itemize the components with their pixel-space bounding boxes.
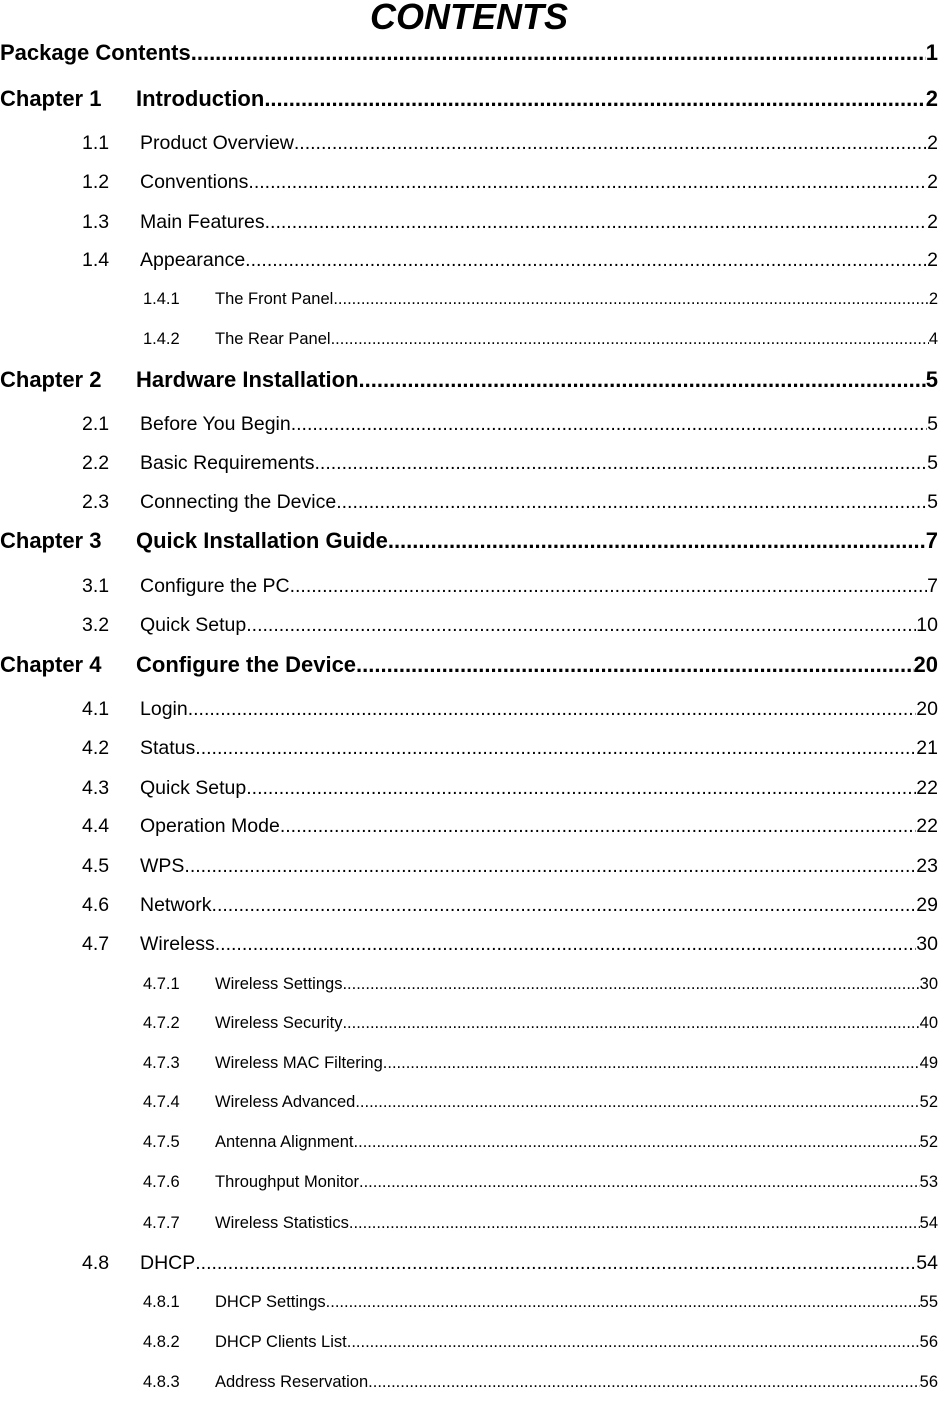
toc-entry-number: 1.4.2 bbox=[143, 330, 180, 348]
toc-entry-label: The Front Panel bbox=[215, 290, 334, 308]
toc-entry-label: Conventions bbox=[140, 171, 249, 193]
toc-dot-leader bbox=[215, 930, 917, 958]
toc-dot-leader bbox=[264, 84, 925, 114]
toc-entry-number: Chapter 4 bbox=[0, 652, 102, 677]
toc-entry-label: Wireless MAC Filtering bbox=[215, 1054, 383, 1072]
toc-entry-page-number: 30 bbox=[916, 933, 938, 955]
toc-entry-label: Introduction bbox=[136, 86, 265, 111]
toc-entry-page-number: 29 bbox=[916, 894, 938, 916]
toc-entry-page-number: 5 bbox=[925, 367, 938, 392]
toc-entry-page-number: 7 bbox=[925, 528, 938, 553]
toc-entry[interactable] bbox=[0, 38, 938, 68]
toc-entry-label: Network bbox=[140, 894, 212, 916]
toc-entry-page-number: 23 bbox=[916, 855, 938, 877]
toc-entry[interactable] bbox=[82, 774, 938, 802]
toc-dot-leader bbox=[188, 695, 917, 723]
toc-entry-number: 1.2 bbox=[82, 171, 110, 193]
toc-dot-leader bbox=[336, 488, 927, 516]
toc-dot-leader bbox=[294, 129, 927, 157]
toc-dot-leader bbox=[184, 852, 916, 880]
toc-entry-number: 4.7.6 bbox=[143, 1173, 180, 1191]
toc-entry[interactable] bbox=[143, 972, 938, 996]
toc-entry[interactable] bbox=[0, 365, 938, 395]
toc-entry-number: 4.2 bbox=[82, 737, 110, 759]
toc-dot-leader bbox=[331, 327, 929, 351]
toc-entry-page-number: 2 bbox=[928, 290, 938, 308]
toc-entry-page-number: 22 bbox=[916, 777, 938, 799]
toc-entry-page-number: 30 bbox=[919, 975, 938, 993]
toc-entry-label: Status bbox=[140, 737, 196, 759]
toc-entry-number: 4.7.2 bbox=[143, 1014, 180, 1032]
toc-entry-number: Chapter 3 bbox=[0, 528, 102, 553]
toc-entry-page-number: 2 bbox=[927, 132, 938, 154]
toc-dot-leader bbox=[359, 365, 926, 395]
toc-entry-number: 4.7.1 bbox=[143, 975, 180, 993]
toc-entry-label: Address Reservation bbox=[215, 1373, 369, 1391]
toc-dot-leader bbox=[291, 410, 927, 438]
toc-entry-page-number: 40 bbox=[919, 1014, 938, 1032]
toc-entry[interactable] bbox=[143, 1290, 938, 1314]
toc-dot-leader bbox=[315, 449, 928, 477]
toc-entry[interactable] bbox=[82, 734, 938, 762]
toc-entry[interactable] bbox=[82, 129, 938, 157]
toc-dot-leader bbox=[246, 774, 916, 802]
toc-entry-label: Quick Setup bbox=[140, 777, 247, 799]
toc-entry-page-number: 55 bbox=[919, 1293, 938, 1311]
toc-dot-leader bbox=[195, 734, 916, 762]
toc-entry-label: Package Contents bbox=[0, 40, 191, 65]
toc-entry-number: 4.7.3 bbox=[143, 1054, 180, 1072]
page-title: CONTENTS bbox=[370, 0, 568, 37]
toc-entry[interactable] bbox=[82, 168, 938, 196]
toc-entry-page-number: 49 bbox=[919, 1054, 938, 1072]
toc-entry-page-number: 56 bbox=[919, 1333, 938, 1351]
toc-entry-number: 3.1 bbox=[82, 575, 110, 597]
toc-entry-page-number: 54 bbox=[919, 1214, 938, 1232]
toc-entry-page-number: 1 bbox=[925, 40, 938, 65]
toc-dot-leader bbox=[359, 1170, 920, 1194]
toc-entry-number: 2.2 bbox=[82, 452, 110, 474]
toc-entry-number: 4.7.5 bbox=[143, 1133, 180, 1151]
toc-entry-number: 2.1 bbox=[82, 413, 110, 435]
toc-entry-number: Chapter 2 bbox=[0, 367, 102, 392]
toc-entry-number: Chapter 1 bbox=[0, 86, 102, 111]
toc-dot-leader bbox=[356, 650, 913, 680]
toc-entry-page-number: 5 bbox=[927, 491, 938, 513]
toc-entry-page-number: 21 bbox=[916, 737, 938, 759]
toc-entry[interactable] bbox=[82, 572, 938, 600]
toc-entry[interactable] bbox=[143, 1051, 938, 1075]
toc-entry-label: Quick Setup bbox=[140, 614, 247, 636]
toc-entry-label: DHCP bbox=[140, 1252, 196, 1274]
toc-entry-number: 3.2 bbox=[82, 614, 110, 636]
toc-dot-leader bbox=[388, 526, 926, 556]
toc-entry-label: DHCP Clients List bbox=[215, 1333, 347, 1351]
toc-entry-page-number: 2 bbox=[927, 211, 938, 233]
toc-entry[interactable] bbox=[82, 812, 938, 840]
toc-entry[interactable] bbox=[82, 852, 938, 880]
toc-entry-page-number: 2 bbox=[925, 86, 938, 111]
toc-entry-page-number: 2 bbox=[927, 249, 938, 271]
toc-entry-number: 2.3 bbox=[82, 491, 110, 513]
toc-entry-page-number: 20 bbox=[916, 698, 938, 720]
toc-dot-leader bbox=[191, 38, 926, 68]
toc-entry-label: Antenna Alignment bbox=[215, 1133, 354, 1151]
toc-entry[interactable] bbox=[82, 695, 938, 723]
toc-entry[interactable] bbox=[143, 1011, 938, 1035]
toc-dot-leader bbox=[355, 1090, 919, 1114]
toc-dot-leader bbox=[326, 1290, 920, 1314]
toc-entry[interactable] bbox=[82, 449, 938, 477]
toc-dot-leader bbox=[265, 208, 928, 236]
toc-dot-leader bbox=[212, 891, 917, 919]
toc-entry[interactable] bbox=[82, 611, 938, 639]
toc-dot-leader bbox=[280, 812, 916, 840]
toc-entry-number: 1.1 bbox=[82, 132, 110, 154]
toc-entry-number: 1.4.1 bbox=[143, 290, 180, 308]
toc-dot-leader bbox=[290, 572, 928, 600]
toc-entry[interactable] bbox=[82, 246, 938, 274]
toc-entry[interactable] bbox=[82, 488, 938, 516]
toc-entry-page-number: 7 bbox=[927, 575, 938, 597]
toc-entry-number: 4.7.4 bbox=[143, 1093, 180, 1111]
toc-entry[interactable] bbox=[82, 208, 938, 236]
toc-entry-label: Throughput Monitor bbox=[215, 1173, 359, 1191]
toc-dot-leader bbox=[342, 1011, 919, 1035]
toc-entry-label: Operation Mode bbox=[140, 815, 280, 837]
toc-entry-label: Before You Begin bbox=[140, 413, 291, 435]
toc-entry-number: 4.8.1 bbox=[143, 1293, 180, 1311]
toc-dot-leader bbox=[195, 1249, 916, 1277]
toc-entry-page-number: 5 bbox=[927, 452, 938, 474]
toc-entry-page-number: 4 bbox=[928, 330, 938, 348]
toc-entry-label: Wireless Advanced bbox=[215, 1093, 356, 1111]
toc-dot-leader bbox=[333, 287, 929, 311]
toc-entry-page-number: 2 bbox=[927, 171, 938, 193]
toc-entry-page-number: 52 bbox=[919, 1093, 938, 1111]
toc-entry-label: Connecting the Device bbox=[140, 491, 337, 513]
toc-entry-label: The Rear Panel bbox=[215, 330, 331, 348]
toc-entry-number: 4.4 bbox=[82, 815, 110, 837]
toc-entry[interactable] bbox=[0, 526, 938, 556]
toc-entry[interactable] bbox=[143, 1330, 938, 1354]
toc-entry-label: Wireless Settings bbox=[215, 975, 343, 993]
toc-dot-leader bbox=[246, 611, 916, 639]
toc-dot-leader bbox=[349, 1211, 920, 1235]
toc-entry-label: Appearance bbox=[140, 249, 246, 271]
toc-entry[interactable] bbox=[143, 1090, 938, 1114]
toc-dot-leader bbox=[248, 168, 927, 196]
toc-entry[interactable] bbox=[143, 287, 938, 311]
toc-entry[interactable] bbox=[143, 1170, 938, 1194]
toc-entry[interactable] bbox=[82, 1249, 938, 1277]
toc-entry-page-number: 22 bbox=[916, 815, 938, 837]
toc-dot-leader bbox=[342, 972, 919, 996]
toc-entry-label: Main Features bbox=[140, 211, 265, 233]
toc-entry-label: Hardware Installation bbox=[136, 367, 359, 392]
toc-entry-label: Wireless Security bbox=[215, 1014, 343, 1032]
toc-entry-number: 4.1 bbox=[82, 698, 110, 720]
toc-entry[interactable] bbox=[143, 327, 938, 351]
toc-entry-page-number: 53 bbox=[919, 1173, 938, 1191]
toc-entry-number: 1.3 bbox=[82, 211, 110, 233]
toc-entry-label: DHCP Settings bbox=[215, 1293, 326, 1311]
toc-entry-label: Product Overview bbox=[140, 132, 294, 154]
toc-entry-label: Configure the Device bbox=[136, 652, 357, 677]
toc-entry-label: Quick Installation Guide bbox=[136, 528, 388, 553]
toc-entry-page-number: 5 bbox=[927, 413, 938, 435]
toc-dot-leader bbox=[383, 1051, 920, 1075]
toc-entry-number: 1.4 bbox=[82, 249, 110, 271]
toc-dot-leader bbox=[347, 1330, 920, 1354]
toc-entry[interactable] bbox=[82, 410, 938, 438]
toc-entry[interactable] bbox=[82, 930, 938, 958]
toc-entry-number: 4.8.3 bbox=[143, 1373, 180, 1391]
toc-entry[interactable] bbox=[0, 84, 938, 114]
toc-entry-number: 4.8 bbox=[82, 1252, 110, 1274]
toc-dot-leader bbox=[245, 246, 927, 274]
toc-entry-page-number: 10 bbox=[916, 614, 938, 636]
toc-entry-label: Basic Requirements bbox=[140, 452, 315, 474]
toc-entry-page-number: 20 bbox=[913, 652, 938, 677]
toc-entry-number: 4.6 bbox=[82, 894, 110, 916]
toc-entry-page-number: 54 bbox=[916, 1252, 938, 1274]
toc-entry-number: 4.5 bbox=[82, 855, 110, 877]
toc-entry-label: WPS bbox=[140, 855, 185, 877]
toc-entry-label: Login bbox=[140, 698, 188, 720]
toc-entry[interactable] bbox=[143, 1211, 938, 1235]
toc-entry-number: 4.7 bbox=[82, 933, 110, 955]
toc-entry-page-number: 52 bbox=[919, 1133, 938, 1151]
toc-entry-number: 4.8.2 bbox=[143, 1333, 180, 1351]
toc-entry-number: 4.7.7 bbox=[143, 1214, 180, 1232]
toc-entry-label: Wireless bbox=[140, 933, 215, 955]
toc-dot-leader bbox=[354, 1130, 920, 1154]
toc-dot-leader bbox=[368, 1370, 919, 1394]
toc-entry-number: 4.3 bbox=[82, 777, 110, 799]
toc-entry[interactable] bbox=[143, 1370, 938, 1394]
toc-entry[interactable] bbox=[143, 1130, 938, 1154]
toc-entry-page-number: 56 bbox=[919, 1373, 938, 1391]
toc-entry[interactable] bbox=[82, 891, 938, 919]
toc-entry-label: Wireless Statistics bbox=[215, 1214, 349, 1232]
toc-entry[interactable] bbox=[0, 650, 938, 680]
toc-entry-label: Configure the PC bbox=[140, 575, 290, 597]
